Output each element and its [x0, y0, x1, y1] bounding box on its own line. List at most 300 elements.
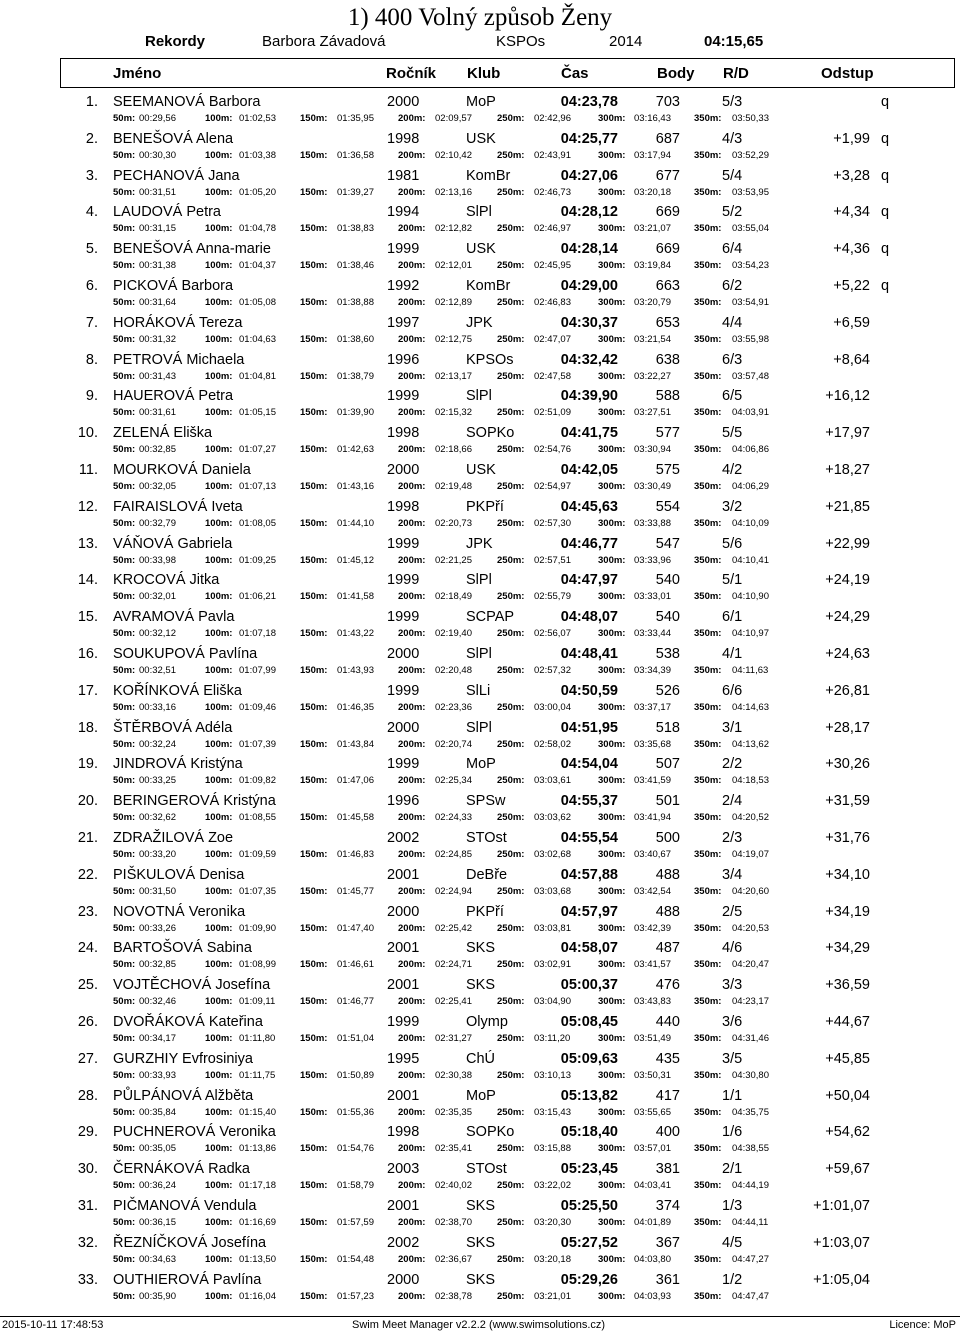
swimmer-name: ZELENÁ Eliška: [113, 425, 213, 442]
split-time: 00:32,51: [139, 665, 176, 676]
split-time: 03:33,88: [634, 517, 671, 529]
split-time: 01:46,77: [337, 996, 374, 1008]
club-name: SlPl: [466, 646, 492, 662]
split-label: 300m:: [598, 149, 626, 161]
split-label: 50m:: [113, 738, 136, 750]
result-main-line: [0, 1235, 960, 1255]
heat-lane: 4/3: [722, 130, 743, 147]
split-label: 50m:: [113, 665, 136, 676]
birth-year: 2001: [387, 866, 420, 883]
fina-points: 669: [655, 204, 680, 221]
split-time: 02:38,78: [435, 1290, 472, 1302]
split-label: 300m:: [598, 812, 626, 824]
swim-time: 04:57,97: [560, 903, 618, 920]
split-time: 02:18,49: [435, 591, 472, 603]
heat-lane: 3/5: [722, 1050, 743, 1067]
split-label: 300m:: [598, 407, 626, 419]
club-name: SKS: [466, 1198, 496, 1214]
split-time: 01:55,36: [337, 1106, 374, 1118]
split-label: 200m:: [398, 554, 426, 566]
split-label: 300m:: [598, 591, 626, 603]
split-label: 50m:: [113, 407, 136, 419]
fina-points: 703: [655, 94, 680, 110]
result-main-line: [0, 168, 960, 188]
split-label: 200m:: [398, 849, 426, 860]
club-name: SlPl: [466, 204, 492, 221]
result-main-line: [0, 536, 960, 556]
split-time: 04:35,75: [732, 1106, 769, 1118]
time-gap: +1,99: [833, 130, 870, 147]
swim-time: 05:25,50: [560, 1198, 618, 1214]
split-time: 02:56,07: [534, 628, 571, 640]
swimmer-name: PECHANOVÁ Jana: [113, 167, 240, 184]
club-name: SPSw: [466, 793, 506, 810]
result-rank: 19.: [77, 756, 98, 773]
split-time: 01:16,69: [239, 1217, 276, 1228]
split-label: 350m:: [694, 628, 722, 640]
heat-lane: 5/4: [722, 167, 743, 184]
split-label: 200m:: [398, 113, 426, 124]
swim-time: 05:23,45: [560, 1161, 618, 1178]
split-time: 01:07,27: [239, 444, 276, 456]
result-row: [0, 425, 960, 461]
split-time: 03:42,54: [634, 885, 671, 897]
heat-lane: 4/4: [722, 314, 743, 331]
split-time: 04:44,19: [732, 1180, 769, 1192]
split-label: 350m:: [694, 959, 722, 971]
split-label: 200m:: [398, 297, 426, 308]
split-label: 300m:: [598, 1106, 626, 1118]
split-time: 04:06,86: [732, 444, 769, 456]
split-label: 350m:: [694, 554, 722, 566]
time-gap: +26,81: [825, 682, 870, 699]
split-label: 100m:: [205, 333, 233, 345]
split-label: 200m:: [398, 333, 426, 345]
split-times-line: [0, 996, 960, 1010]
result-rank: 7.: [85, 314, 98, 331]
time-gap: +54,62: [825, 1124, 870, 1141]
split-label: 300m:: [598, 1217, 626, 1228]
split-label: 350m:: [694, 665, 722, 676]
split-time: 03:03,81: [534, 922, 571, 934]
time-gap: +16,12: [825, 388, 870, 405]
split-label: 50m:: [113, 517, 136, 529]
swim-time: 04:29,00: [560, 278, 618, 294]
fina-points: 518: [655, 719, 680, 736]
result-row: [0, 646, 960, 682]
birth-year: 2000: [387, 719, 420, 736]
split-time: 00:29,56: [139, 113, 176, 124]
club-name: SKS: [466, 1271, 496, 1288]
fina-points: 361: [655, 1271, 680, 1288]
swimmer-name: KOŘÍNKOVÁ Eliška: [113, 682, 242, 699]
split-label: 150m:: [300, 738, 328, 750]
heat-lane: 6/2: [722, 278, 743, 294]
split-time: 01:45,58: [337, 812, 374, 824]
split-label: 300m:: [598, 775, 626, 787]
split-label: 250m:: [497, 1180, 525, 1192]
split-label: 300m:: [598, 113, 626, 124]
split-label: 350m:: [694, 849, 722, 860]
fina-points: 526: [655, 682, 680, 699]
split-label: 150m:: [300, 775, 328, 787]
split-label: 250m:: [497, 1253, 525, 1265]
split-label: 300m:: [598, 849, 626, 860]
swim-time: 05:09,63: [560, 1050, 618, 1067]
split-time: 02:46,73: [534, 186, 571, 198]
split-time: 03:11,20: [534, 1033, 571, 1044]
split-time: 02:31,27: [435, 1033, 472, 1044]
swimmer-name: PICKOVÁ Barbora: [113, 278, 234, 294]
split-times-line: [0, 665, 960, 679]
result-main-line: [0, 720, 960, 740]
split-time: 01:46,61: [337, 959, 374, 971]
split-label: 300m:: [598, 922, 626, 934]
split-label: 250m:: [497, 113, 525, 124]
split-label: 250m:: [497, 260, 525, 272]
swim-time: 04:25,77: [560, 130, 618, 147]
split-label: 250m:: [497, 591, 525, 603]
split-label: 350m:: [694, 370, 722, 382]
fina-points: 488: [655, 866, 680, 883]
swimmer-name: BERINGEROVÁ Kristýna: [113, 793, 276, 810]
split-time: 02:10,42: [435, 149, 472, 161]
split-time: 00:33,26: [139, 922, 176, 934]
split-label: 350m:: [694, 407, 722, 419]
split-time: 03:55,98: [732, 333, 769, 345]
split-label: 200m:: [398, 701, 426, 713]
split-label: 200m:: [398, 591, 426, 603]
result-rank: 24.: [77, 940, 98, 957]
split-time: 03:50,33: [732, 113, 769, 124]
result-main-line: [0, 646, 960, 666]
split-label: 250m:: [497, 665, 525, 676]
split-label: 100m:: [205, 481, 233, 492]
split-time: 01:08,55: [239, 812, 276, 824]
result-main-line: [0, 388, 960, 408]
split-time: 04:30,80: [732, 1069, 769, 1081]
time-gap: +24,63: [825, 646, 870, 662]
club-name: KomBr: [466, 167, 511, 184]
result-rank: 9.: [85, 388, 98, 405]
split-times-line: [0, 849, 960, 863]
heat-lane: 3/1: [722, 719, 743, 736]
result-row: [0, 536, 960, 572]
swim-time: 04:23,78: [560, 94, 618, 110]
heat-lane: 2/2: [722, 756, 743, 773]
split-time: 00:31,38: [139, 260, 176, 272]
split-label: 350m:: [694, 149, 722, 161]
footer-software: Swim Meet Manager v2.2.2 (www.swimsolutions.cz): [352, 1319, 606, 1331]
fina-points: 577: [655, 425, 680, 442]
club-name: MoP: [466, 756, 496, 773]
split-time: 01:05,15: [239, 407, 276, 419]
split-label: 150m:: [300, 407, 328, 419]
split-time: 01:45,77: [337, 885, 374, 897]
split-time: 00:31,32: [139, 333, 176, 345]
split-time: 02:42,96: [534, 113, 571, 124]
split-label: 50m:: [113, 701, 136, 713]
result-rank: 27.: [77, 1050, 98, 1067]
split-time: 03:54,23: [732, 260, 769, 272]
split-label: 50m:: [113, 1143, 136, 1155]
heat-lane: 3/2: [722, 498, 743, 515]
result-rank: 22.: [77, 866, 98, 883]
swim-time: 05:27,52: [560, 1234, 618, 1251]
split-label: 100m:: [205, 628, 233, 640]
split-time: 03:17,94: [634, 149, 671, 161]
result-row: [0, 904, 960, 940]
result-rank: 26.: [77, 1014, 98, 1030]
split-label: 100m:: [205, 1253, 233, 1265]
swim-time: 04:41,75: [560, 425, 618, 442]
split-time: 03:51,49: [634, 1033, 671, 1044]
fina-points: 663: [655, 278, 680, 294]
split-time: 04:20,52: [732, 812, 769, 824]
birth-year: 1999: [387, 241, 420, 258]
split-label: 100m:: [205, 1180, 233, 1192]
time-gap: +24,19: [825, 572, 870, 589]
split-label: 350m:: [694, 885, 722, 897]
birth-year: 2000: [387, 646, 420, 662]
swimmer-name: BARTOŠOVÁ Sabina: [113, 940, 252, 957]
split-label: 100m:: [205, 517, 233, 529]
split-time: 00:31,64: [139, 297, 176, 308]
split-label: 100m:: [205, 1106, 233, 1118]
split-times-line: [0, 187, 960, 201]
birth-year: 1998: [387, 498, 420, 515]
split-label: 150m:: [300, 1180, 328, 1192]
swim-time: 04:58,07: [560, 940, 618, 957]
fina-points: 400: [655, 1124, 680, 1141]
split-label: 150m:: [300, 444, 328, 456]
split-time: 01:38,88: [337, 297, 374, 308]
swimmer-name: VOJTĚCHOVÁ Josefína: [113, 977, 271, 994]
record-label: Rekordy: [145, 33, 206, 50]
split-time: 02:43,91: [534, 149, 571, 161]
split-label: 150m:: [300, 1143, 328, 1155]
birth-year: 2000: [387, 1271, 420, 1288]
split-time: 00:31,61: [139, 407, 176, 419]
split-times-line: [0, 812, 960, 826]
split-time: 02:24,33: [435, 812, 472, 824]
result-main-line: [0, 756, 960, 776]
swim-time: 05:13,82: [560, 1087, 618, 1104]
split-time: 00:34,17: [139, 1033, 176, 1044]
result-row: [0, 977, 960, 1013]
split-label: 150m:: [300, 1033, 328, 1044]
split-time: 02:47,58: [534, 370, 571, 382]
split-times-line: [0, 1143, 960, 1157]
fina-points: 488: [655, 903, 680, 920]
time-gap: +50,04: [825, 1087, 870, 1104]
result-main-line: [0, 278, 960, 298]
split-label: 350m:: [694, 1069, 722, 1081]
split-label: 250m:: [497, 1069, 525, 1081]
time-gap: +18,27: [825, 462, 870, 478]
split-label: 200m:: [398, 1143, 426, 1155]
result-row: [0, 1272, 960, 1308]
split-label: 350m:: [694, 1033, 722, 1044]
split-times-line: [0, 297, 960, 311]
split-time: 04:47,27: [732, 1253, 769, 1265]
birth-year: 2001: [387, 1087, 420, 1104]
split-time: 01:38,83: [337, 223, 374, 235]
split-label: 100m:: [205, 885, 233, 897]
result-main-line: [0, 867, 960, 887]
fina-points: 653: [655, 314, 680, 331]
club-name: SKS: [466, 1234, 496, 1251]
result-row: [0, 572, 960, 608]
swim-time: 04:46,77: [560, 535, 618, 552]
swimmer-name: PETROVÁ Michaela: [113, 351, 245, 368]
result-main-line: [0, 462, 960, 482]
swim-time: 04:28,12: [560, 204, 618, 221]
swimmer-name: BENEŠOVÁ Alena: [113, 130, 234, 147]
result-rank: 23.: [77, 903, 98, 920]
split-label: 300m:: [598, 370, 626, 382]
split-time: 01:07,18: [239, 628, 276, 640]
result-rank: 14.: [77, 572, 98, 589]
split-label: 50m:: [113, 885, 136, 897]
header-rd: R/D: [723, 65, 749, 82]
split-label: 150m:: [300, 260, 328, 272]
qualified-mark: q: [881, 167, 890, 184]
split-times-line: [0, 886, 960, 900]
split-time: 01:41,58: [337, 591, 374, 603]
split-time: 03:57,01: [634, 1143, 671, 1155]
split-time: 02:38,70: [435, 1217, 472, 1228]
swim-time: 04:30,37: [560, 314, 618, 331]
fina-points: 547: [655, 535, 680, 552]
split-time: 02:35,41: [435, 1143, 472, 1155]
swimmer-name: NOVOTNÁ Veronika: [113, 903, 246, 920]
split-label: 50m:: [113, 1069, 136, 1081]
result-rank: 17.: [77, 682, 98, 699]
split-times-line: [0, 1033, 960, 1047]
heat-lane: 5/6: [722, 535, 743, 552]
fina-points: 588: [655, 388, 680, 405]
split-time: 02:21,25: [435, 554, 472, 566]
split-time: 01:16,04: [239, 1290, 276, 1302]
swimmer-name: DVOŘÁKOVÁ Kateřina: [113, 1014, 263, 1030]
result-rank: 3.: [85, 167, 98, 184]
split-time: 02:25,41: [435, 996, 472, 1008]
split-time: 03:15,88: [534, 1143, 571, 1155]
split-label: 300m:: [598, 1143, 626, 1155]
split-label: 250m:: [497, 333, 525, 345]
split-time: 04:44,11: [732, 1217, 769, 1228]
swim-time: 04:45,63: [560, 498, 618, 515]
fina-points: 687: [655, 130, 680, 147]
result-row: [0, 352, 960, 388]
split-time: 01:50,89: [337, 1069, 374, 1081]
birth-year: 1999: [387, 572, 420, 589]
swim-time: 04:55,54: [560, 830, 618, 846]
split-label: 100m:: [205, 665, 233, 676]
heat-lane: 3/3: [722, 977, 743, 994]
club-name: Olymp: [466, 1014, 508, 1030]
split-label: 50m:: [113, 922, 136, 934]
split-time: 01:09,11: [239, 996, 276, 1008]
birth-year: 1998: [387, 1124, 420, 1141]
swimmer-name: PUCHNEROVÁ Veronika: [113, 1124, 276, 1141]
result-row: [0, 683, 960, 719]
split-label: 300m:: [598, 554, 626, 566]
result-rank: 6.: [85, 278, 98, 294]
split-time: 04:31,46: [732, 1033, 769, 1044]
split-time: 03:04,90: [534, 996, 571, 1008]
split-label: 350m:: [694, 1253, 722, 1265]
swim-time: 05:08,45: [560, 1014, 618, 1030]
split-label: 250m:: [497, 223, 525, 235]
split-time: 03:53,95: [732, 186, 769, 198]
split-time: 01:46,83: [337, 849, 374, 860]
swimmer-name: ČERNÁKOVÁ Radka: [113, 1161, 250, 1178]
split-time: 01:54,48: [337, 1253, 374, 1265]
result-row: [0, 1124, 960, 1160]
split-label: 200m:: [398, 1290, 426, 1302]
swimmer-name: PIČMANOVÁ Vendula: [113, 1198, 257, 1214]
split-time: 01:09,90: [239, 922, 276, 934]
split-time: 02:36,67: [435, 1253, 472, 1265]
qualified-mark: q: [881, 130, 890, 147]
split-time: 00:33,25: [139, 775, 176, 787]
split-label: 100m:: [205, 1143, 233, 1155]
split-time: 00:31,51: [139, 186, 176, 198]
time-gap: +17,97: [825, 425, 870, 442]
result-main-line: [0, 977, 960, 997]
split-time: 03:20,18: [534, 1253, 571, 1265]
split-label: 250m:: [497, 885, 525, 897]
split-label: 350m:: [694, 186, 722, 198]
time-gap: +31,59: [825, 793, 870, 810]
heat-lane: 6/6: [722, 682, 743, 699]
club-name: USK: [466, 241, 496, 258]
split-label: 100m:: [205, 849, 233, 860]
birth-year: 1999: [387, 535, 420, 552]
swim-time: 05:18,40: [560, 1124, 618, 1141]
split-times-line: [0, 444, 960, 458]
split-label: 50m:: [113, 591, 136, 603]
split-time: 01:47,40: [337, 922, 374, 934]
swimmer-name: PŮLPÁNOVÁ Alžběta: [113, 1087, 254, 1104]
time-gap: +24,29: [825, 609, 870, 626]
split-label: 150m:: [300, 1069, 328, 1081]
result-row: [0, 241, 960, 277]
split-time: 01:38,79: [337, 370, 374, 382]
swimmer-name: ŘEZNÍČKOVÁ Josefína: [113, 1234, 267, 1251]
split-label: 50m:: [113, 1290, 136, 1302]
heat-lane: 6/5: [722, 388, 743, 405]
fina-points: 435: [655, 1050, 680, 1067]
split-times-line: [0, 1070, 960, 1084]
split-label: 350m:: [694, 260, 722, 272]
split-time: 01:08,99: [239, 959, 276, 971]
birth-year: 1981: [387, 167, 420, 184]
qualified-mark: q: [881, 94, 890, 110]
club-name: KomBr: [466, 278, 511, 294]
fina-points: 501: [655, 793, 680, 810]
split-time: 02:19,40: [435, 628, 472, 640]
result-rank: 16.: [77, 646, 98, 662]
fina-points: 540: [655, 609, 680, 626]
birth-year: 2000: [387, 94, 420, 110]
result-main-line: [0, 241, 960, 261]
birth-year: 1999: [387, 756, 420, 773]
split-label: 200m:: [398, 1106, 426, 1118]
split-label: 100m:: [205, 407, 233, 419]
